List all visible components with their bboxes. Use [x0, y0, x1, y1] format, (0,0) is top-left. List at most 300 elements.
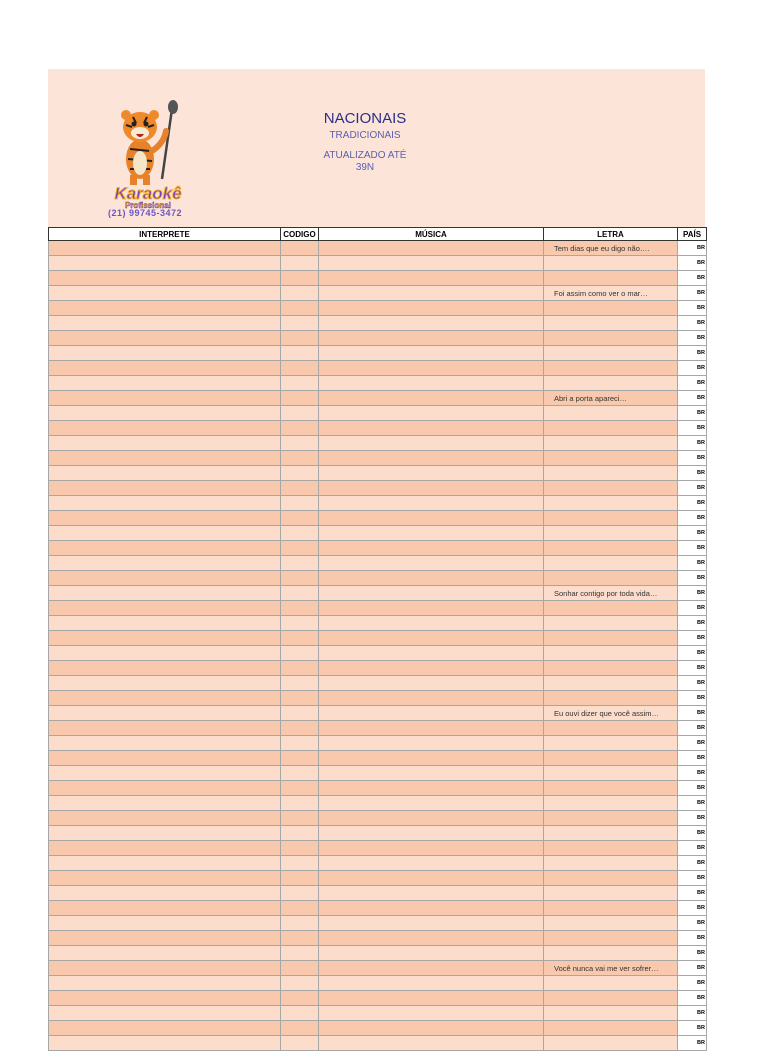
pais-cell: BR: [678, 466, 707, 481]
musica-cell: [319, 856, 544, 871]
table-header-row: [49, 228, 707, 241]
table-row: [49, 451, 707, 466]
letra-cell: [544, 361, 678, 376]
letra-cell: Foi assim como ver o mar…: [544, 286, 678, 301]
pais-cell: BR: [678, 781, 707, 796]
musica-cell: [319, 451, 544, 466]
letra-cell: [544, 556, 678, 571]
table-row: [49, 511, 707, 526]
letra-cell: [544, 886, 678, 901]
pais-cell: BR: [678, 931, 707, 946]
table-row: [49, 736, 707, 751]
letra-cell: [544, 271, 678, 286]
musica-cell: [319, 901, 544, 916]
codigo-cell: [281, 811, 319, 826]
interprete-cell: [49, 421, 281, 436]
musica-cell: [319, 1036, 544, 1051]
codigo-cell: [281, 766, 319, 781]
pais-cell: BR: [678, 916, 707, 931]
table-row: [49, 361, 707, 376]
codigo-cell: [281, 721, 319, 736]
codigo-cell: [281, 751, 319, 766]
interprete-cell: [49, 466, 281, 481]
table-row: [49, 271, 707, 286]
pais-cell: BR: [678, 766, 707, 781]
musica-cell: [319, 976, 544, 991]
pais-cell: BR: [678, 286, 707, 301]
musica-cell: [319, 436, 544, 451]
codigo-cell: [281, 706, 319, 721]
table-row: [49, 376, 707, 391]
pais-cell: BR: [678, 991, 707, 1006]
pais-cell: BR: [678, 631, 707, 646]
musica-cell: [319, 556, 544, 571]
table-row: [49, 301, 707, 316]
song-table: [48, 227, 707, 1051]
codigo-cell: [281, 376, 319, 391]
pais-cell: BR: [678, 241, 707, 256]
interprete-cell: [49, 871, 281, 886]
pais-cell: BR: [678, 676, 707, 691]
codigo-cell: [281, 886, 319, 901]
svg-text:Profissional: Profissional: [125, 201, 171, 209]
table-row: [49, 391, 707, 406]
interprete-cell: [49, 256, 281, 271]
musica-cell: [319, 286, 544, 301]
musica-cell: [319, 541, 544, 556]
table-row: [49, 901, 707, 916]
letra-cell: [544, 811, 678, 826]
letra-cell: Abri a porta apareci…: [544, 391, 678, 406]
interprete-cell: [49, 376, 281, 391]
interprete-cell: [49, 601, 281, 616]
musica-cell: [319, 421, 544, 436]
musica-cell: [319, 496, 544, 511]
letra-cell: [544, 766, 678, 781]
updated-label: ATUALIZADO ATÉ: [323, 150, 407, 161]
table-row: [49, 661, 707, 676]
letra-cell: [544, 781, 678, 796]
letra-cell: [544, 976, 678, 991]
codigo-cell: [281, 526, 319, 541]
table-row: [49, 826, 707, 841]
interprete-cell: [49, 961, 281, 976]
table-row: [49, 616, 707, 631]
letra-cell: Tem dias que eu digo não….: [544, 241, 678, 256]
pais-cell: BR: [678, 391, 707, 406]
table-row: [49, 586, 707, 601]
column-header-musica: MÚSICA: [319, 228, 544, 241]
codigo-cell: [281, 616, 319, 631]
pais-cell: BR: [678, 1036, 707, 1051]
pais-cell: BR: [678, 541, 707, 556]
letra-cell: [544, 661, 678, 676]
table-row: [49, 421, 707, 436]
codigo-cell: [281, 586, 319, 601]
table-row: [49, 976, 707, 991]
table-row: [49, 1036, 707, 1051]
column-header-interprete: INTERPRETE: [49, 228, 281, 241]
musica-cell: [319, 661, 544, 676]
musica-cell: [319, 376, 544, 391]
codigo-cell: [281, 781, 319, 796]
interprete-cell: [49, 496, 281, 511]
pais-cell: BR: [678, 346, 707, 361]
codigo-cell: [281, 421, 319, 436]
letra-cell: [544, 646, 678, 661]
pais-cell: BR: [678, 316, 707, 331]
table-row: [49, 751, 707, 766]
pais-cell: BR: [678, 481, 707, 496]
table-row: [49, 916, 707, 931]
pais-cell: BR: [678, 586, 707, 601]
codigo-cell: [281, 901, 319, 916]
interprete-cell: [49, 766, 281, 781]
table-row: [49, 316, 707, 331]
interprete-cell: [49, 556, 281, 571]
interprete-cell: [49, 841, 281, 856]
letra-cell: [544, 466, 678, 481]
codigo-cell: [281, 841, 319, 856]
letra-cell: [544, 496, 678, 511]
codigo-cell: [281, 871, 319, 886]
letra-cell: [544, 916, 678, 931]
musica-cell: [319, 736, 544, 751]
letra-cell: [544, 571, 678, 586]
codigo-cell: [281, 271, 319, 286]
interprete-cell: [49, 661, 281, 676]
table-row: [49, 856, 707, 871]
pais-cell: BR: [678, 736, 707, 751]
pais-cell: BR: [678, 556, 707, 571]
interprete-cell: [49, 286, 281, 301]
interprete-cell: [49, 361, 281, 376]
table-row: [49, 526, 707, 541]
interprete-cell: [49, 781, 281, 796]
phone-number: (21) 99745-3472: [108, 208, 183, 218]
letra-cell: [544, 826, 678, 841]
codigo-cell: [281, 1036, 319, 1051]
musica-cell: [319, 571, 544, 586]
musica-cell: [319, 781, 544, 796]
pais-cell: BR: [678, 721, 707, 736]
interprete-cell: [49, 346, 281, 361]
codigo-cell: [281, 286, 319, 301]
pais-cell: BR: [678, 901, 707, 916]
musica-cell: [319, 706, 544, 721]
letra-cell: [544, 316, 678, 331]
letra-cell: Você nunca vai me ver sofrer…: [544, 961, 678, 976]
table-row: [49, 346, 707, 361]
interprete-cell: [49, 331, 281, 346]
pais-cell: BR: [678, 811, 707, 826]
pais-cell: BR: [678, 646, 707, 661]
letra-cell: [544, 481, 678, 496]
musica-cell: [319, 631, 544, 646]
interprete-cell: [49, 751, 281, 766]
letra-cell: [544, 451, 678, 466]
codigo-cell: [281, 406, 319, 421]
interprete-cell: [49, 736, 281, 751]
table-row: [49, 466, 707, 481]
interprete-cell: [49, 511, 281, 526]
musica-cell: [319, 481, 544, 496]
table-row: [49, 601, 707, 616]
interprete-cell: [49, 946, 281, 961]
pais-cell: BR: [678, 826, 707, 841]
musica-cell: [319, 946, 544, 961]
table-row: [49, 841, 707, 856]
interprete-cell: [49, 571, 281, 586]
codigo-cell: [281, 631, 319, 646]
table-row: [49, 781, 707, 796]
interprete-cell: [49, 481, 281, 496]
musica-cell: [319, 256, 544, 271]
letra-cell: Eu ouvi dizer que você assim…: [544, 706, 678, 721]
pais-cell: BR: [678, 571, 707, 586]
letra-cell: Sonhar contigo por toda vida…: [544, 586, 678, 601]
musica-cell: [319, 511, 544, 526]
musica-cell: [319, 406, 544, 421]
codigo-cell: [281, 826, 319, 841]
interprete-cell: [49, 316, 281, 331]
table-row: [49, 541, 707, 556]
table-row: [49, 496, 707, 511]
pais-cell: BR: [678, 271, 707, 286]
interprete-cell: [49, 241, 281, 256]
pais-cell: BR: [678, 856, 707, 871]
letra-cell: [544, 1021, 678, 1036]
interprete-cell: [49, 631, 281, 646]
musica-cell: [319, 1006, 544, 1021]
interprete-cell: [49, 451, 281, 466]
table-row: [49, 406, 707, 421]
pais-cell: BR: [678, 841, 707, 856]
codigo-cell: [281, 331, 319, 346]
interprete-cell: [49, 976, 281, 991]
musica-cell: [319, 241, 544, 256]
letra-cell: [544, 856, 678, 871]
codigo-cell: [281, 436, 319, 451]
letra-cell: [544, 946, 678, 961]
codigo-cell: [281, 316, 319, 331]
musica-cell: [319, 316, 544, 331]
musica-cell: [319, 811, 544, 826]
musica-cell: [319, 826, 544, 841]
musica-cell: [319, 871, 544, 886]
musica-cell: [319, 601, 544, 616]
interprete-cell: [49, 886, 281, 901]
table-row: [49, 1006, 707, 1021]
codigo-cell: [281, 796, 319, 811]
pais-cell: BR: [678, 256, 707, 271]
interprete-cell: [49, 931, 281, 946]
interprete-cell: [49, 406, 281, 421]
pais-cell: BR: [678, 376, 707, 391]
letra-cell: [544, 841, 678, 856]
pais-cell: BR: [678, 496, 707, 511]
letra-cell: [544, 436, 678, 451]
pais-cell: BR: [678, 301, 707, 316]
codigo-cell: [281, 556, 319, 571]
column-header-pais: PAÍS: [678, 228, 707, 241]
pais-cell: BR: [678, 526, 707, 541]
letra-cell: [544, 541, 678, 556]
codigo-cell: [281, 571, 319, 586]
pais-cell: BR: [678, 661, 707, 676]
table-row: [49, 256, 707, 271]
musica-cell: [319, 466, 544, 481]
pais-cell: BR: [678, 331, 707, 346]
codigo-cell: [281, 541, 319, 556]
interprete-cell: [49, 676, 281, 691]
codigo-cell: [281, 496, 319, 511]
page-title: NACIONAIS: [323, 110, 407, 127]
letra-cell: [544, 616, 678, 631]
interprete-cell: [49, 616, 281, 631]
codigo-cell: [281, 931, 319, 946]
musica-cell: [319, 271, 544, 286]
table-row: [49, 766, 707, 781]
pais-cell: BR: [678, 946, 707, 961]
letra-cell: [544, 691, 678, 706]
interprete-cell: [49, 436, 281, 451]
letra-cell: [544, 931, 678, 946]
interprete-cell: [49, 916, 281, 931]
codigo-cell: [281, 736, 319, 751]
pais-cell: BR: [678, 601, 707, 616]
codigo-cell: [281, 601, 319, 616]
letra-cell: [544, 1006, 678, 1021]
table-row: [49, 436, 707, 451]
interprete-cell: [49, 526, 281, 541]
interprete-cell: [49, 541, 281, 556]
codigo-cell: [281, 676, 319, 691]
interprete-cell: [49, 721, 281, 736]
musica-cell: [319, 616, 544, 631]
letra-cell: [544, 331, 678, 346]
letra-cell: [544, 301, 678, 316]
interprete-cell: [49, 796, 281, 811]
table-body: [49, 241, 707, 1051]
musica-cell: [319, 391, 544, 406]
pais-cell: BR: [678, 871, 707, 886]
musica-cell: [319, 676, 544, 691]
letra-cell: [544, 511, 678, 526]
codigo-cell: [281, 946, 319, 961]
letra-cell: [544, 991, 678, 1006]
pais-cell: BR: [678, 706, 707, 721]
codigo-cell: [281, 1006, 319, 1021]
table-row: [49, 646, 707, 661]
codigo-cell: [281, 301, 319, 316]
musica-cell: [319, 646, 544, 661]
table-row: [49, 931, 707, 946]
pais-cell: BR: [678, 1006, 707, 1021]
page-subtitle: TRADICIONAIS: [329, 130, 401, 141]
codigo-cell: [281, 256, 319, 271]
interprete-cell: [49, 826, 281, 841]
pais-cell: BR: [678, 751, 707, 766]
interprete-cell: [49, 586, 281, 601]
codigo-cell: [281, 511, 319, 526]
musica-cell: [319, 886, 544, 901]
musica-cell: [319, 301, 544, 316]
interprete-cell: [49, 1006, 281, 1021]
musica-cell: [319, 916, 544, 931]
musica-cell: [319, 931, 544, 946]
interprete-cell: [49, 1021, 281, 1036]
interprete-cell: [49, 1036, 281, 1051]
table-row: [49, 811, 707, 826]
codigo-cell: [281, 691, 319, 706]
letra-cell: [544, 721, 678, 736]
pais-cell: BR: [678, 886, 707, 901]
table-row: [49, 691, 707, 706]
table-row: [49, 676, 707, 691]
table-row: [49, 556, 707, 571]
table-row: [49, 871, 707, 886]
letra-cell: [544, 796, 678, 811]
pais-cell: BR: [678, 436, 707, 451]
codigo-cell: [281, 961, 319, 976]
table-row: [49, 571, 707, 586]
musica-cell: [319, 991, 544, 1006]
interprete-cell: [49, 901, 281, 916]
codigo-cell: [281, 391, 319, 406]
interprete-cell: [49, 706, 281, 721]
table-row: [49, 241, 707, 256]
musica-cell: [319, 766, 544, 781]
table-row: [49, 286, 707, 301]
codigo-cell: [281, 1021, 319, 1036]
pais-cell: BR: [678, 961, 707, 976]
codigo-cell: [281, 646, 319, 661]
letra-cell: [544, 346, 678, 361]
codigo-cell: [281, 976, 319, 991]
table-row: [49, 706, 707, 721]
codigo-cell: [281, 241, 319, 256]
letra-cell: [544, 901, 678, 916]
table-row: [49, 481, 707, 496]
table-row: [49, 721, 707, 736]
interprete-cell: [49, 271, 281, 286]
musica-cell: [319, 841, 544, 856]
table-row: [49, 886, 707, 901]
interprete-cell: [49, 646, 281, 661]
karaoke-tiger-logo: [100, 99, 196, 209]
interprete-cell: [49, 811, 281, 826]
table-row: [49, 631, 707, 646]
letra-cell: [544, 406, 678, 421]
musica-cell: [319, 586, 544, 601]
letra-cell: [544, 256, 678, 271]
codigo-cell: [281, 481, 319, 496]
musica-cell: [319, 961, 544, 976]
letra-cell: [544, 631, 678, 646]
letra-cell: [544, 421, 678, 436]
svg-text:Karaokê: Karaokê: [114, 184, 182, 203]
musica-cell: [319, 331, 544, 346]
musica-cell: [319, 361, 544, 376]
pais-cell: BR: [678, 406, 707, 421]
musica-cell: [319, 526, 544, 541]
table-row: [49, 1021, 707, 1036]
letra-cell: [544, 376, 678, 391]
letra-cell: [544, 736, 678, 751]
musica-cell: [319, 721, 544, 736]
codigo-cell: [281, 466, 319, 481]
